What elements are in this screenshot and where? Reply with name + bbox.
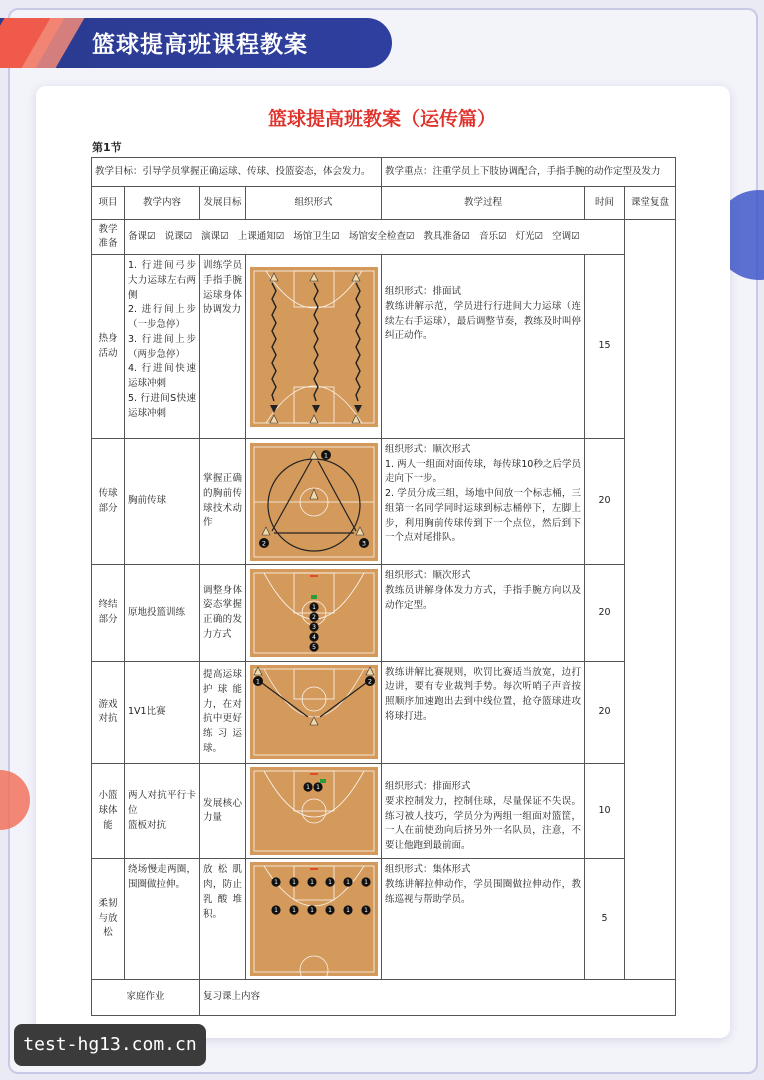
col-header-org: 组织形式 (246, 187, 382, 220)
prep-item: 音乐☑ (478, 230, 507, 242)
row-process-finish (382, 565, 585, 661)
teaching-emphasis: 教学重点：注重学员上下肢协调配合，手指手腕的动作定型及发力 (382, 158, 676, 187)
process-line: 教练讲解示范，学员进行行进间大力运球（连续左右手运球），最后调整节奏，教练及时叫停纠正动作。 (385, 301, 582, 342)
row-content-game: 1V1比赛 (125, 661, 200, 763)
row-time-passing: 20 (585, 438, 625, 564)
row-time-game: 20 (585, 661, 625, 763)
court-diagram-finish (246, 565, 382, 661)
process-line: 组织形式：排面形式 (385, 781, 471, 793)
player-number: 2 (311, 614, 316, 622)
player-number: 1 (255, 677, 260, 686)
player-number: 5 (311, 644, 316, 652)
teaching-objective: 教学目标：引导学员掌握正确运球、传球、投篮姿态，体会发力。 (92, 158, 382, 187)
content-line: 1. 行进间弓步大力运球左右两侧 (128, 260, 196, 301)
court-diagram-fitness (246, 764, 382, 859)
court-diagram-warmup (246, 255, 382, 439)
prep-item: 空调☑ (552, 230, 580, 242)
process-line: 教练员讲解身体发力方式，手指手腕方向以及动作定型。 (385, 585, 582, 611)
prep-item: 上课通知☑ (237, 230, 285, 242)
warmup-drill-diagram (250, 267, 378, 427)
homework-value: 复习课上内容 (200, 979, 676, 1015)
row-goal-warmup: 训练学员手指手腕运球身体协调发力 (200, 255, 246, 439)
court-diagram-game (246, 661, 382, 763)
prep-item: 灯光☑ (515, 230, 544, 242)
row-project-fitness: 小篮球体能 (92, 764, 125, 859)
col-header-project: 项目 (92, 187, 125, 220)
header-title: 篮球提高班课程教案 (92, 32, 308, 58)
process-line: 1. 两人一组面对面传球，每传球10秒之后学员走向下一步。 (385, 458, 582, 485)
col-header-review: 课堂复盘 (625, 187, 676, 220)
process-line: 教练讲解拉伸动作，学员围圈做拉伸动作，教练巡视与帮助学员。 (385, 879, 582, 905)
player-number: 1 (309, 879, 314, 887)
player-number: 1 (311, 604, 316, 612)
player-number: 1 (327, 907, 332, 915)
col-header-time: 时间 (585, 187, 625, 220)
player-number: 1 (323, 451, 328, 460)
prep-item: 说课☑ (164, 230, 193, 242)
row-goal-fitness: 发展核心力量 (200, 764, 246, 859)
row-project-warmup: 热身活动 (92, 255, 125, 439)
court-diagram-passing (246, 438, 382, 564)
prep-label: 教学准备 (92, 220, 125, 255)
player-number: 1 (291, 879, 296, 887)
player-number: 1 (363, 879, 368, 887)
col-header-content: 教学内容 (125, 187, 200, 220)
prep-item: 场馆卫生☑ (293, 230, 340, 242)
content-line: 4. 行进间快速运球冲刺 (128, 363, 196, 390)
row-process-warmup (382, 255, 585, 439)
row-project-finish: 终结部分 (92, 565, 125, 661)
row-time-stretch: 5 (585, 859, 625, 979)
stretch-drill-diagram (250, 862, 378, 976)
row-process-stretch (382, 859, 585, 979)
content-line: 2. 进行间上步（一步急停） (128, 304, 196, 331)
player-number: 1 (305, 784, 310, 792)
row-goal-passing: 掌握正确的胸前传球技术动作 (200, 438, 246, 564)
player-number: 3 (361, 539, 366, 548)
game-drill-diagram (250, 665, 378, 759)
process-line: 组织形式：排面试 (385, 286, 462, 298)
process-line: 2. 学员分成三组，场地中间放一个标志桶，三组第一名同学同时运球到标志桶停下，左脚上步，利用胸前传球传到下一个点位，然后到下一个点对尾排队。 (385, 488, 582, 544)
process-line: 教练讲解比赛规则，吹罚比赛适当放宽，边打边讲，要有专业裁判手势。每次听哨子声音按照顺序加速跑出去到中线位置，抢夺篮球进攻将球打进。 (385, 666, 582, 722)
process-line: 组织形式：顺次形式 (385, 570, 471, 582)
row-process-passing (382, 438, 585, 564)
row-content-warmup (125, 255, 200, 439)
row-content-passing: 胸前传球 (125, 438, 200, 564)
passing-drill-diagram (250, 443, 378, 561)
prep-item: 教具准备☑ (423, 230, 470, 242)
lesson-plan-table (91, 157, 676, 1016)
section-label: 第1节 (92, 141, 122, 154)
header-banner (0, 18, 392, 68)
row-project-game: 游戏对抗 (92, 661, 125, 763)
row-project-passing: 传球部分 (92, 438, 125, 564)
player-number: 1 (309, 907, 314, 915)
document-title: 篮球提高班教案（运传篇） (267, 108, 496, 130)
player-number: 1 (327, 879, 332, 887)
player-number: 1 (345, 907, 350, 915)
process-line: 要求控制发力，控制住球，尽量保证不失误。练习被人技巧，学员分为两组一组面对篮筐，一人在前使劲向后挤另外一名队员，注意，不要让他跑到最前面。 (385, 795, 582, 851)
col-header-goal: 发展目标 (200, 187, 246, 220)
row-process-game (382, 661, 585, 763)
col-header-process: 教学过程 (382, 187, 585, 220)
player-number: 1 (273, 907, 278, 915)
content-line: 5. 行进间S快速运球冲刺 (128, 392, 196, 419)
review-column (625, 220, 676, 980)
row-content-finish: 原地投篮训练 (125, 565, 200, 661)
row-content-fitness (125, 764, 200, 859)
watermark: test-hg13.com.cn (14, 1024, 206, 1066)
homework-label: 家庭作业 (92, 979, 200, 1015)
fitness-drill-diagram (250, 767, 378, 855)
prep-checklist (125, 220, 625, 255)
row-time-finish: 20 (585, 565, 625, 661)
player-number: 1 (315, 784, 320, 792)
court-diagram-stretch (246, 859, 382, 979)
prep-item: 演课☑ (201, 230, 229, 242)
content-line: 篮板对抗 (128, 819, 167, 831)
player-number: 1 (273, 879, 278, 887)
content-line: 3. 行进间上步（两步急停） (128, 333, 196, 360)
player-number: 1 (291, 907, 296, 915)
row-goal-game: 提高运球护球能力，在对抗中更好练习运球。 (200, 661, 246, 763)
process-line: 组织形式：集体形式 (385, 864, 471, 876)
row-time-fitness: 10 (585, 764, 625, 859)
row-process-fitness (382, 764, 585, 859)
row-content-stretch: 绕场慢走两圈，围圈做拉伸。 (125, 859, 200, 979)
row-project-stretch: 柔韧与放松 (92, 859, 125, 979)
player-number: 2 (261, 539, 266, 548)
shooting-drill-diagram (250, 569, 378, 657)
player-number: 3 (311, 624, 316, 632)
player-number: 2 (367, 677, 372, 686)
prep-item: 备课☑ (128, 230, 156, 242)
content-line: 两人对抗平行卡位 (128, 790, 196, 816)
process-line: 组织形式：顺次形式 (385, 443, 471, 455)
player-number: 1 (345, 879, 350, 887)
prep-item: 场馆安全检查☑ (348, 230, 415, 242)
row-goal-stretch: 放松肌肉，防止乳酸堆积。 (200, 859, 246, 979)
player-number: 4 (311, 634, 316, 642)
row-goal-finish: 调整身体姿态掌握正确的发力方式 (200, 565, 246, 661)
player-number: 1 (363, 907, 368, 915)
row-time-warmup: 15 (585, 255, 625, 439)
